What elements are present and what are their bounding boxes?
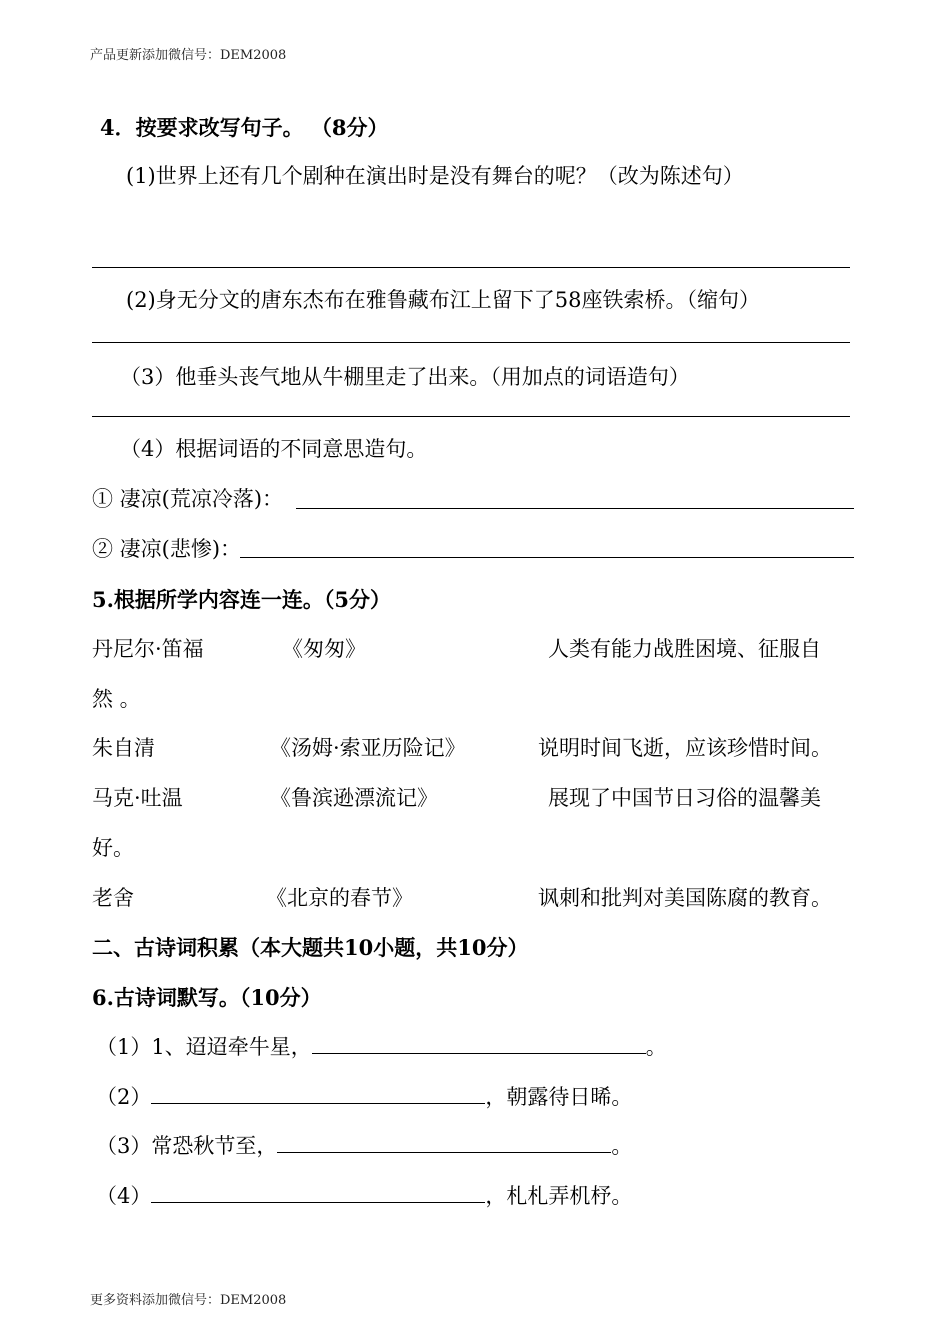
- author-3[interactable]: 马克·吐温: [92, 786, 183, 810]
- poem-line-2-prefix: （2）: [96, 1085, 152, 1109]
- poem-line-3: [96, 1136, 632, 1157]
- page-header: 产品更新添加微信号：DEM2008: [90, 48, 287, 63]
- q6-title: 6.古诗词默写。（10分）: [92, 985, 322, 1010]
- author-2[interactable]: 朱自清: [92, 736, 155, 760]
- work-1[interactable]: 《匆匆》: [282, 637, 366, 661]
- theme-2[interactable]: 说明时间飞逝，应该珍惜时间。: [538, 736, 832, 760]
- poem-blank-2[interactable]: [151, 1102, 485, 1104]
- q4-item-a-label: ① 凄凉(荒凉冷落)：: [92, 487, 284, 511]
- theme-3[interactable]: 展现了中国节日习俗的温馨美: [548, 786, 821, 810]
- poem-blank-1[interactable]: [312, 1052, 646, 1054]
- poem-line-2: [96, 1087, 632, 1108]
- answer-line-3[interactable]: [92, 416, 850, 417]
- poem-line-1-prefix: （1）1、迢迢牵牛星，: [96, 1035, 312, 1059]
- work-2[interactable]: 《汤姆·索亚历险记》: [270, 736, 466, 760]
- poem-line-2-suffix: ，朝露待日晞。: [485, 1085, 633, 1109]
- poem-blank-4[interactable]: [151, 1201, 485, 1203]
- poem-line-3-prefix: （3）常恐秋节至，: [96, 1134, 278, 1158]
- theme-1[interactable]: 人类有能力战胜困境、征服自: [548, 637, 821, 661]
- theme-3-wrap: 好。: [92, 836, 134, 860]
- answer-line-4b[interactable]: [240, 557, 854, 558]
- theme-4[interactable]: 讽刺和批判对美国陈腐的教育。: [538, 886, 832, 910]
- poem-line-3-suffix: 。: [611, 1134, 633, 1158]
- work-4[interactable]: 《北京的春节》: [266, 886, 413, 910]
- poem-line-1-suffix: 。: [645, 1035, 667, 1059]
- author-1[interactable]: 丹尼尔·笛福: [92, 637, 204, 661]
- answer-line-4a[interactable]: [296, 508, 854, 509]
- q4-sentence-1: (1)世界上还有几个剧种在演出时是没有舞台的呢？（改为陈述句）: [126, 164, 744, 188]
- theme-1-wrap: 然 。: [92, 687, 141, 711]
- poem-line-4-prefix: （4）: [96, 1184, 152, 1208]
- poem-line-4-suffix: ，札札弄机杼。: [485, 1184, 633, 1208]
- poem-line-4: [96, 1186, 632, 1207]
- q4-title: 4．按要求改写句子。 （8分）: [100, 115, 389, 140]
- answer-line-2[interactable]: [92, 342, 850, 343]
- answer-line-1[interactable]: [92, 267, 850, 268]
- section-2-title: 二、古诗词积累（本大题共10小题，共10分）: [92, 935, 529, 960]
- author-4[interactable]: 老舍: [92, 886, 134, 910]
- work-3[interactable]: 《鲁滨逊漂流记》: [270, 786, 438, 810]
- q4-sentence-2: (2)身无分文的唐东杰布在雅鲁藏布江上留下了58座铁索桥。（缩句）: [126, 288, 760, 312]
- q5-title: 5.根据所学内容连一连。（5分）: [92, 587, 392, 612]
- q4-sentence-3: （3）他垂头丧气地从牛棚里走了出来。（用加点的词语造句）: [120, 365, 690, 389]
- poem-blank-3[interactable]: [277, 1151, 611, 1153]
- page-footer: 更多资料添加微信号：DEM2008: [90, 1293, 287, 1308]
- poem-line-1: [96, 1037, 667, 1058]
- q4-item-b-label: ② 凄凉(悲惨)：: [92, 537, 242, 561]
- q4-sentence-4: （4）根据词语的不同意思造句。: [120, 437, 428, 461]
